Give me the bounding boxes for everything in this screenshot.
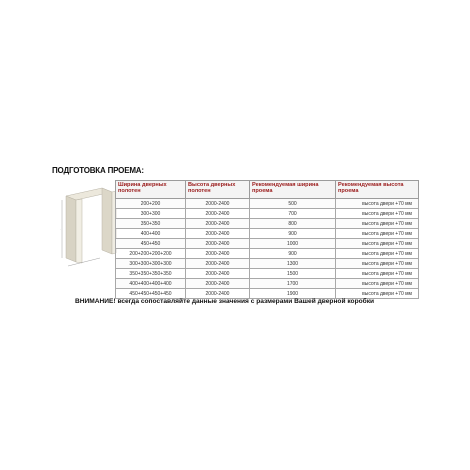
cell-leaf-width: 450+450 (116, 239, 186, 249)
cell-opening-height: высота двери +70 мм (336, 249, 419, 259)
header-opening-height: Рекомендуемая высота проема (336, 181, 419, 199)
cell-opening-height: высота двери +70 мм (336, 199, 419, 209)
table-row (116, 229, 419, 239)
cell-leaf-width: 200+200 (116, 199, 186, 209)
cell-leaf-width: 450+450+450+450 (116, 289, 186, 299)
door-opening-table (115, 180, 419, 299)
cell-leaf-height: 2000-2400 (186, 209, 250, 219)
cell-leaf-height: 2000-2400 (186, 289, 250, 299)
cell-leaf-width: 300+300 (116, 209, 186, 219)
cell-opening-width: 1900 (250, 289, 336, 299)
cell-leaf-height: 2000-2400 (186, 199, 250, 209)
table-header-row (116, 181, 419, 199)
cell-opening-width: 900 (250, 229, 336, 239)
table-row (116, 219, 419, 229)
cell-opening-height: высота двери +70 мм (336, 279, 419, 289)
header-opening-width: Рекомендуемая ширина проема (250, 181, 336, 199)
cell-leaf-width: 400+400+400+400 (116, 279, 186, 289)
cell-leaf-width: 350+350+350+350 (116, 269, 186, 279)
header-leaf-height: Высота дверных полотен (186, 181, 250, 199)
cell-opening-width: 500 (250, 199, 336, 209)
cell-opening-height: высота двери +70 мм (336, 289, 419, 299)
table-row (116, 269, 419, 279)
cell-opening-height: высота двери +70 мм (336, 229, 419, 239)
cell-opening-height: высота двери +70 мм (336, 219, 419, 229)
table-row (116, 239, 419, 249)
door-frame-illustration (58, 186, 120, 268)
cell-leaf-height: 2000-2400 (186, 229, 250, 239)
header-leaf-width: Ширина дверных полотен (116, 181, 186, 199)
cell-opening-height: высота двери +70 мм (336, 209, 419, 219)
cell-opening-width: 1700 (250, 279, 336, 289)
cell-leaf-height: 2000-2400 (186, 269, 250, 279)
cell-leaf-width: 200+200+200+200 (116, 249, 186, 259)
cell-leaf-height: 2000-2400 (186, 279, 250, 289)
cell-opening-height: высота двери +70 мм (336, 269, 419, 279)
cell-opening-width: 900 (250, 249, 336, 259)
cell-opening-width: 700 (250, 209, 336, 219)
table-row (116, 279, 419, 289)
cell-leaf-height: 2000-2400 (186, 219, 250, 229)
table-row (116, 249, 419, 259)
cell-opening-width: 1500 (250, 269, 336, 279)
cell-leaf-width: 300+300+300+300 (116, 259, 186, 269)
table-row (116, 199, 419, 209)
cell-opening-width: 1300 (250, 259, 336, 269)
cell-opening-height: высота двери +70 мм (336, 239, 419, 249)
cell-opening-width: 1000 (250, 239, 336, 249)
cell-leaf-height: 2000-2400 (186, 249, 250, 259)
svg-text:·: · (60, 227, 61, 231)
cell-leaf-height: 2000-2400 (186, 259, 250, 269)
table-row (116, 209, 419, 219)
cell-leaf-height: 2000-2400 (186, 239, 250, 249)
cell-opening-width: 800 (250, 219, 336, 229)
cell-leaf-width: 350+350 (116, 219, 186, 229)
cell-opening-height: высота двери +70 мм (336, 259, 419, 269)
section-title: ПОДГОТОВКА ПРОЕМА: (52, 166, 144, 175)
warning-note: ВНИМАНИЕ! всегда сопоставляйте данные значения с размерами Вашей дверной коробки (75, 298, 375, 305)
cell-leaf-width: 400+400 (116, 229, 186, 239)
table-row (116, 259, 419, 269)
table-row (116, 289, 419, 299)
